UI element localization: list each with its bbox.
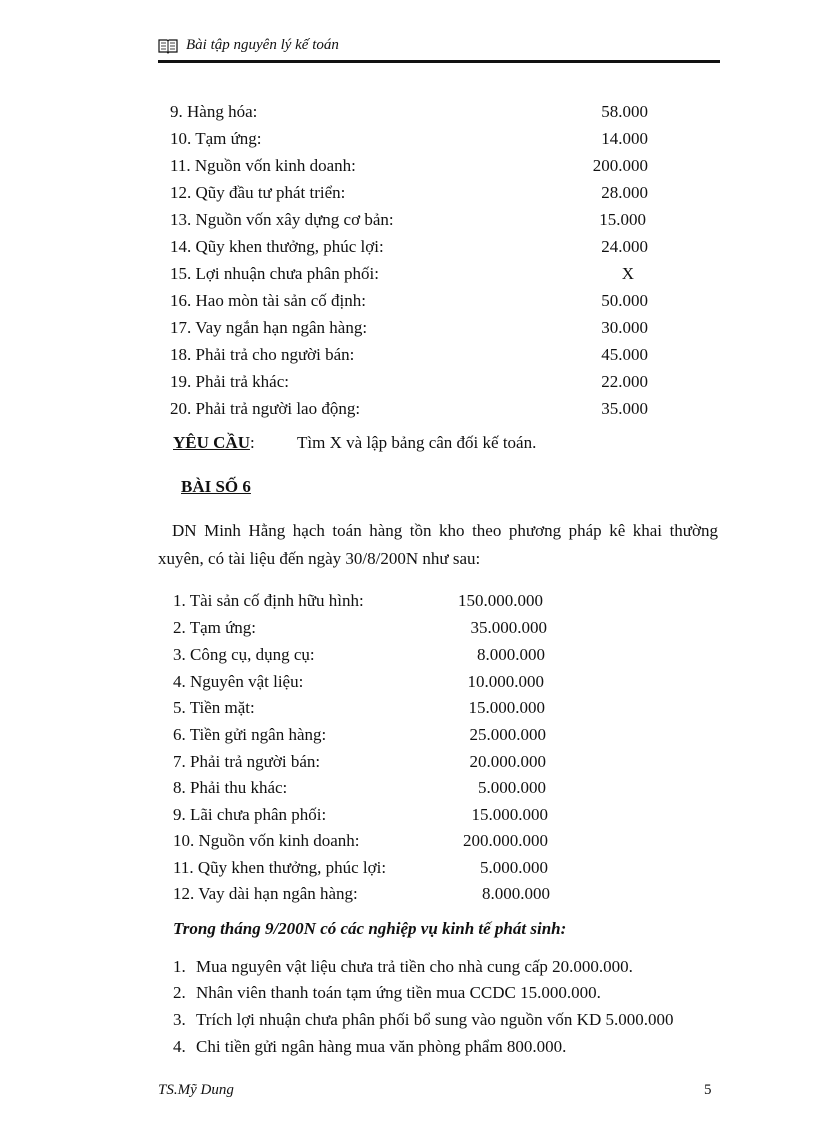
header-title: Bài tập nguyên lý kế toán: [186, 37, 339, 53]
requirement-label: YÊU CẦU: [173, 433, 250, 452]
requirement: YÊU CẦU: Tìm X và lập bảng cân đối kế toán.: [173, 431, 255, 455]
footer-author: TS.Mỹ Dung: [158, 1082, 234, 1098]
document-page: Bài tập nguyên lý kế toán 9. Hàng hóa: 58.000 10. Tạm ứng: 14.000 11. Nguồn vốn kinh doanh: 200.000 12. Qũy đầu tư phát triển: 28.000 13. Nguồn vốn xây dựng cơ bản: 15.000 14. Qũy khen thưởng, phúc lợi: 24.000 15. Lợi nhuận chưa phân phối: X 16. Hao mòn tài sản cố định: 50.000 17. Vay ngắn hạn ngân hàng: 30.000 18. Phải trả cho người bán: 45.000 19. Phải trả khác: 22.000 20. Phải trả người lao động: 35.000 YÊU CẦU: Tìm X và lập bảng cân đối kế toán. BÀI SỐ 6 DN Minh Hằng hạch toán hàng tồn kho theo phương pháp kê khai thường xuyên, có tài liệu đến ngày 30/8/200N như sau: 1. Tài sản cố định hữu hình: 150.000.000 2. Tạm ứng: 35.000.000 3. Công cụ, dụng cụ: 8.000.000 4. Nguyên vật liệu: 10.000.000 5. Tiền mặt: 15.000.000 6. Tiền gửi ngân hàng: 25.000.000 7. Phải trả người bán: 20.000.000 8. Phải thu khác: 5.000.000 9. Lãi chưa phân phối: 15.000.000 10. Nguồn vốn kinh doanh: 200.000.000 11. Qũy khen thưởng, phúc lợi: 5.000.000 12. Vay dài hạn ngân hàng: 8.000.000 Trong tháng 9/200N có các nghiệp vụ kinh tế phát sinh: 1. Mua nguyên vật liệu chưa trả tiền cho nhà cung cấp 20.000.000. 2. Nhân viên thanh toán tạm ứng tiền mua CCDC 15.000.000. 3. Trích lợi nhuận chưa phân phối bổ sung vào nguồn vốn KD 5.000.000 4. Chi tiền gửi ngân hàng mua văn phòng phẩm 800.000. TS.Mỹ Dung 5: [0, 0, 816, 1123]
intro-paragraph: DN Minh Hằng hạch toán hàng tồn kho theo phương pháp kê khai thường xuyên, có tài liệu đến ngày 30/8/200N như sau:: [158, 521, 718, 568]
requirement-text: Tìm X và lập bảng cân đối kế toán.: [297, 433, 537, 452]
exercise-title: BÀI SỐ 6: [181, 477, 251, 496]
open-book-icon: [158, 38, 178, 54]
page-header: [158, 34, 720, 62]
header-rule: [158, 60, 720, 63]
operations-title: Trong tháng 9/200N có các nghiệp vụ kinh tế phát sinh:: [173, 919, 567, 938]
page-number: 5: [704, 1082, 712, 1098]
